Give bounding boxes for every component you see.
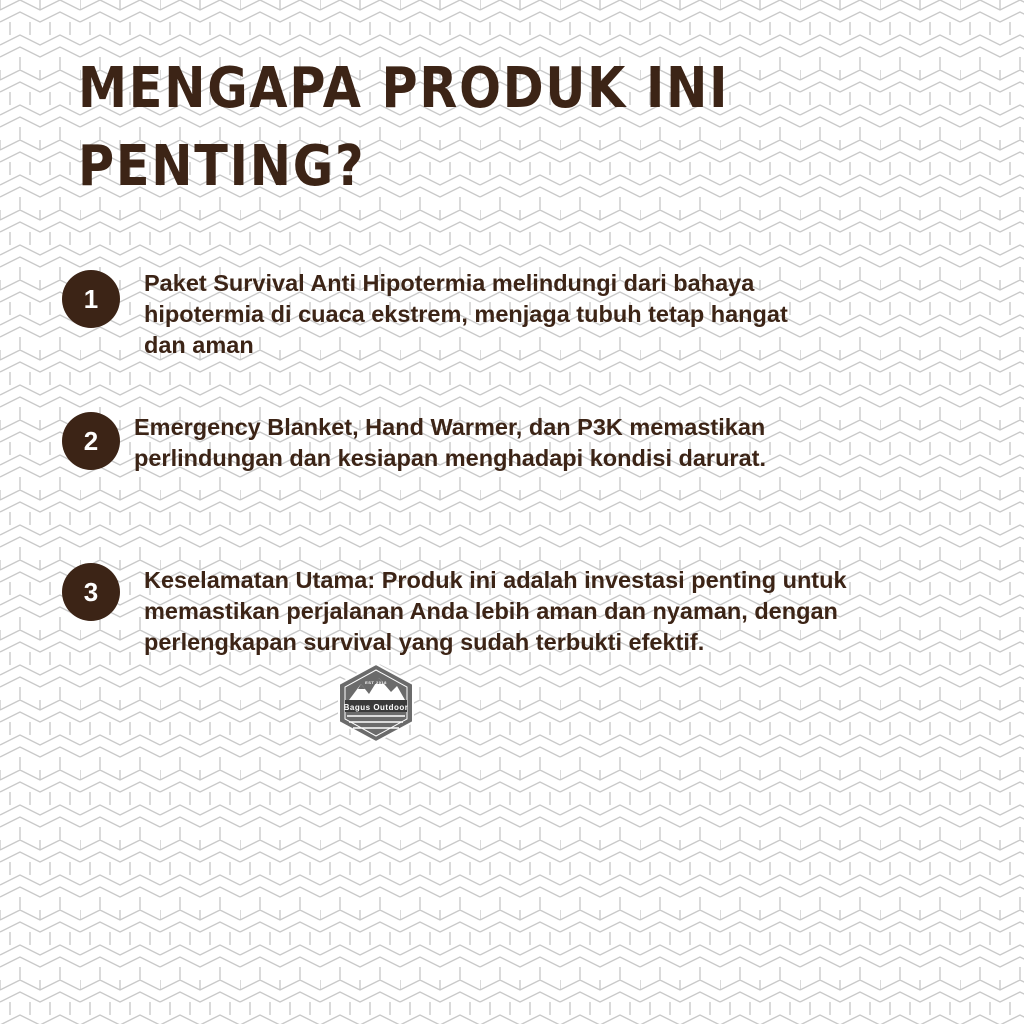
point-2-text [134, 412, 766, 474]
point-3-line-2: memastikan perjalanan Anda lebih aman dan nyaman, dengan [144, 598, 838, 624]
title-line-1: MENGAPA PRODUK INI [78, 56, 730, 121]
point-3-text [144, 565, 847, 658]
page-title [78, 50, 730, 206]
point-2-number-badge: 2 [62, 412, 120, 470]
logo-name: Bagus Outdoor [343, 703, 409, 712]
point-3-line-1: Keselamatan Utama: Produk ini adalah investasi penting untuk [144, 567, 847, 593]
point-2-line-2: perlindungan dan kesiapan menghadapi kondisi darurat. [134, 445, 766, 471]
point-1-line-2: hipotermia di cuaca ekstrem, menjaga tubuh tetap hangat [144, 301, 788, 327]
point-1-line-3: dan aman [144, 332, 254, 358]
point-1-number-badge: 1 [62, 270, 120, 328]
logo-tag: EST 2018 [365, 680, 387, 685]
point-3-number-badge: 3 [62, 563, 120, 621]
point-1-line-1: Paket Survival Anti Hipotermia melindungi dari bahaya [144, 270, 755, 296]
title-line-2: PENTING? [78, 134, 366, 199]
point-1-text [144, 268, 788, 361]
point-3-line-3: perlengkapan survival yang sudah terbukti efektif. [144, 629, 705, 655]
point-2-line-1: Emergency Blanket, Hand Warmer, dan P3K memastikan [134, 414, 766, 440]
